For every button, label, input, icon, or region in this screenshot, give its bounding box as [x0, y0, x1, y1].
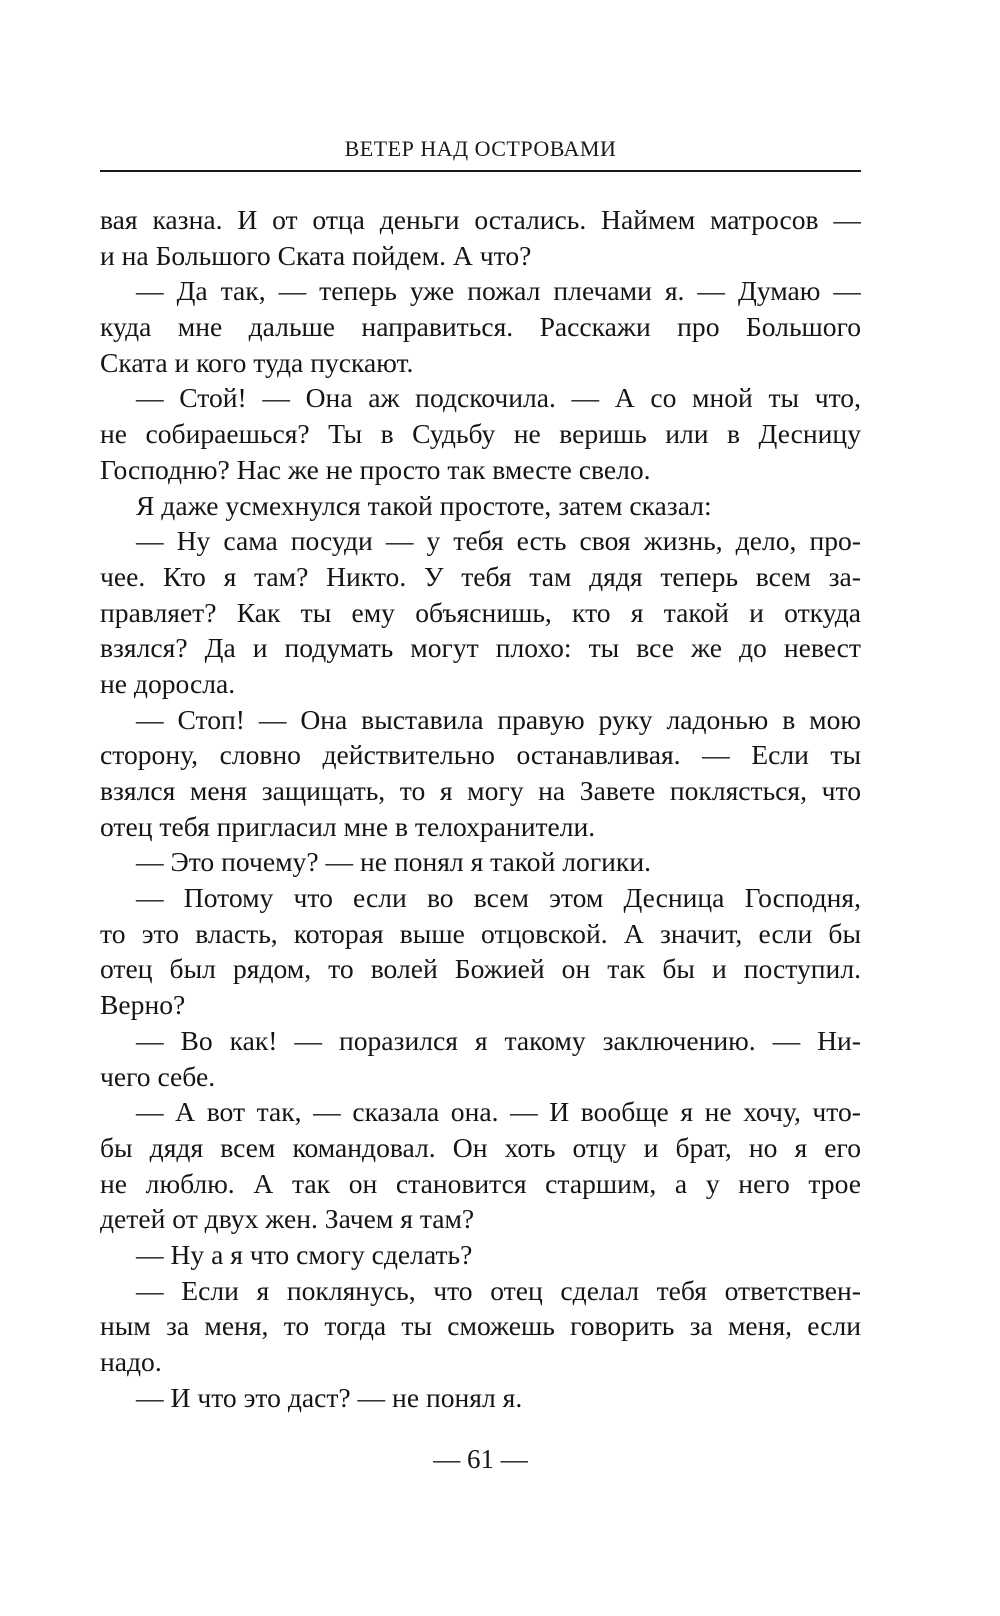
text-line: детей от двух жен. Зачем я там? — [100, 1203, 475, 1235]
text-line: надо. — [100, 1346, 162, 1377]
text-line: не собираешься? Ты в Судьбу не веришь или в Десницу — [100, 418, 861, 450]
text-line: не доросла. — [100, 667, 236, 699]
header-rule — [100, 170, 861, 172]
text-line: бы дядя всем командовал. Он хоть отцу и брат, но я его — [100, 1131, 861, 1163]
text-line: отец был рядом, то волей Божией он так бы и поступил. — [100, 953, 861, 985]
body-text — [100, 202, 861, 1415]
text-line: куда мне дальше направиться. Расскажи про Большого — [100, 311, 861, 343]
text-line: и на Большого Ската пойдем. А что? — [100, 239, 532, 271]
text-line: — А вот так, — сказала она. — И вообще я не хочу, что- — [136, 1096, 861, 1128]
text-line: сторону, словно действительно останавливая. — Если ты — [100, 739, 861, 771]
text-line: то это власть, которая выше отцовской. А значит, если бы — [100, 917, 861, 949]
text-line: — И что это даст? — не понял я. — [136, 1381, 523, 1413]
text-line: — Во как! — поразился я такому заключению. — Ни- — [136, 1024, 861, 1056]
text-line: отец тебя пригласил мне в телохранители. — [100, 810, 596, 842]
text-line: — Если я поклянусь, что отец сделал тебя ответствен- — [136, 1274, 861, 1306]
text-line: — Стой! — Она аж подскочила. — А со мной ты что, — [136, 382, 861, 414]
text-line: — Это почему? — не понял я такой логики. — [136, 846, 651, 878]
text-line: не люблю. А так он становится старшим, а у него трое — [100, 1167, 861, 1199]
text-line: взялся меня защищать, то я могу на Завете поклясться, что — [100, 775, 861, 806]
text-line: чего себе. — [100, 1060, 216, 1092]
text-line: — Потому что если во всем этом Десница Господня, — [136, 882, 861, 914]
text-line: Я даже усмехнулся такой простоте, затем сказал: — [136, 489, 712, 521]
text-line: — Ну сама посуди — у тебя есть своя жизнь, дело, про- — [136, 525, 861, 557]
text-line: правляет? Как ты ему объяснишь, кто я такой и откуда — [100, 596, 861, 628]
text-line: взялся? Да и подумать могут плохо: ты все же до невест — [100, 632, 861, 664]
text-line: — Да так, — теперь уже пожал плечами я. — Думаю — — [136, 275, 861, 307]
text-line: чее. Кто я там? Никто. У тебя там дядя теперь всем за- — [100, 560, 861, 592]
text-line: — Ну а я что смогу сделать? — [136, 1238, 473, 1270]
text-line: Ската и кого туда пускают. — [100, 346, 414, 378]
text-line: Верно? — [100, 989, 186, 1021]
text-line: вая казна. И от отца деньги остались. Наймем матросов — — [100, 204, 861, 235]
running-head: ВЕТЕР НАД ОСТРОВАМИ — [344, 136, 617, 161]
text-line: — Стоп! — Она выставила правую руку ладонью в мою — [136, 703, 861, 735]
text-line: Господню? Нас же не просто так вместе свело. — [100, 453, 651, 485]
text-line: ным за меня, то тогда ты сможешь говорить за меня, если — [100, 1310, 861, 1342]
page-number: — 61 — — [433, 1444, 528, 1474]
